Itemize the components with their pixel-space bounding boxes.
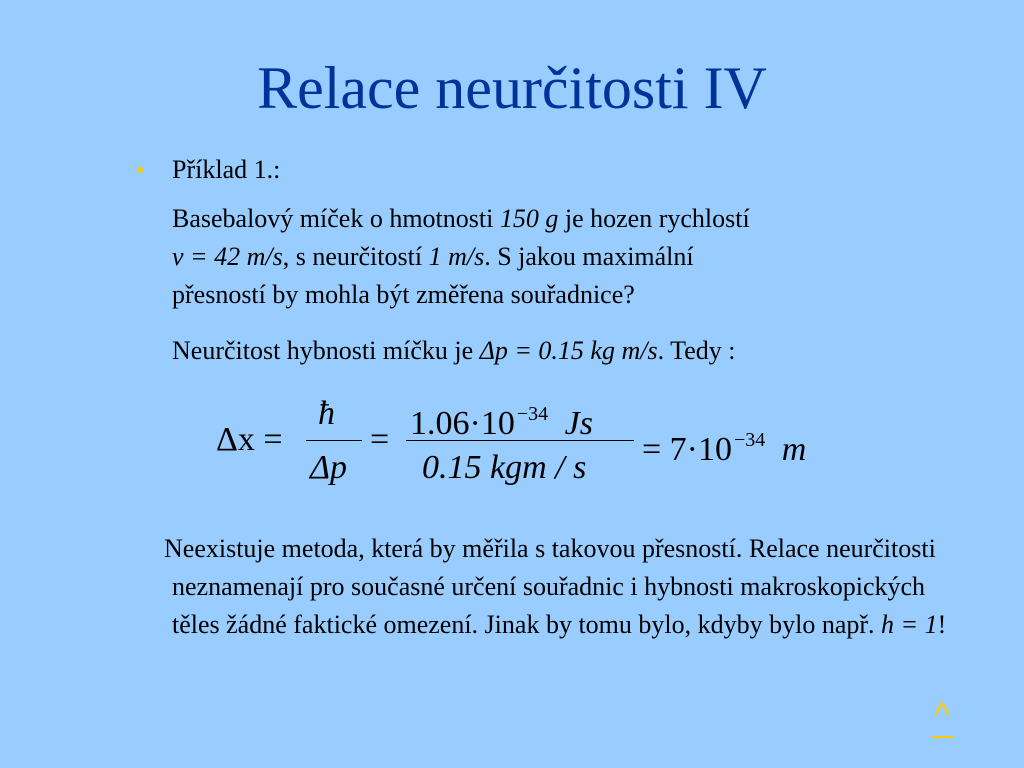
text-run: je hozen rychlostí xyxy=(558,204,750,233)
velocity-value: v = 42 m/s xyxy=(172,242,283,271)
numerator xyxy=(410,394,593,444)
uncertainty-equation xyxy=(210,392,870,492)
numerator-value: 1.06·10 xyxy=(410,405,515,442)
text-run: Neexistuje metoda, která by měřila s takovou přesností. Relace neurčitosti neznamenají pro současné určení souřadnic i hybnosti makroskopických těles žádné faktické omezení. Jinak by tomu bylo, kdyby bylo např. xyxy=(164,534,936,639)
numerator-exponent: −34 xyxy=(516,403,549,425)
bullet-item xyxy=(136,152,280,189)
result-unit: m xyxy=(781,431,807,468)
text-run: . Tedy : xyxy=(657,336,736,365)
fraction-line xyxy=(406,440,634,441)
denominator: 0.15 kgm / s xyxy=(422,449,587,486)
momentum-text xyxy=(172,332,972,370)
equation-lhs: Δx = xyxy=(216,421,283,458)
uncertainty-value: 1 m/s xyxy=(428,242,485,271)
numerator-unit: Js xyxy=(564,405,593,442)
bullet-label: Příklad 1.: xyxy=(172,155,281,184)
text-run: , s neurčitostí xyxy=(282,242,429,271)
result-value: = 7·10 xyxy=(642,431,732,468)
text-run: Basebalový míček o hmotnosti xyxy=(172,204,500,233)
slide-title: Relace neurčitosti IV xyxy=(257,55,767,121)
text-run: ! xyxy=(937,610,947,639)
problem-text xyxy=(172,200,972,314)
equals-sign: = xyxy=(370,421,390,458)
text-run: přesností by mohla být změřena souřadnice? xyxy=(172,280,635,309)
momentum-value: Δp = 0.15 kg m/s xyxy=(479,336,658,365)
nav-up-button[interactable] xyxy=(928,696,956,740)
bullet-icon: • xyxy=(136,158,145,184)
text-run: . S jakou maximální xyxy=(484,242,694,271)
result-exponent: −34 xyxy=(734,429,766,451)
h-value: h = 1 xyxy=(881,610,938,639)
caret-up-icon: ^ xyxy=(934,696,950,732)
conclusion-text xyxy=(164,530,962,644)
delta-p-symbol: Δp xyxy=(310,449,347,486)
mass-value: 150 g xyxy=(499,204,559,233)
result xyxy=(642,420,806,470)
text-run: Neurčitost hybnosti míčku je xyxy=(172,336,480,365)
fraction-line xyxy=(306,440,362,441)
nav-underline xyxy=(932,736,954,738)
hbar-symbol: ħ xyxy=(318,395,335,432)
